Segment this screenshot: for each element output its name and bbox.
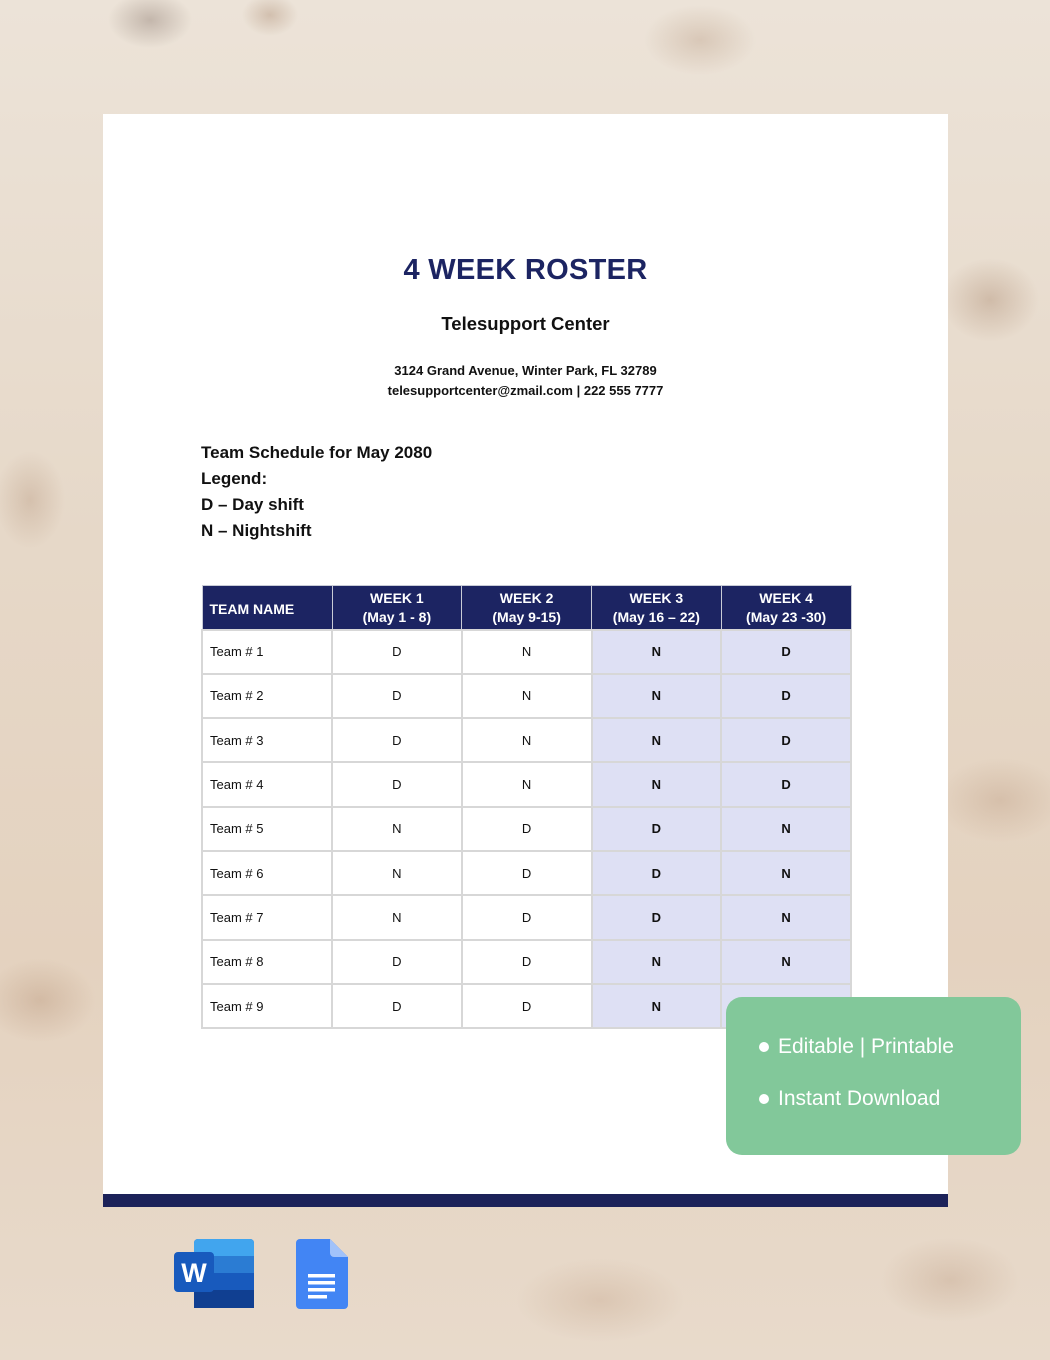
document-title: 4 WEEK ROSTER	[403, 254, 648, 286]
shift-cell: D	[332, 630, 462, 674]
legend-item-day: D – Day shift	[201, 495, 304, 514]
table-row	[202, 851, 851, 895]
feature-item	[759, 1035, 954, 1059]
header-dates: (May 23 -30)	[746, 608, 827, 625]
shift-cell: N	[462, 630, 592, 674]
shift-cell: D	[721, 718, 851, 762]
team-name-cell: Team # 8	[202, 940, 332, 984]
shift-cell: N	[721, 940, 851, 984]
header-week-2	[462, 586, 592, 630]
feature-item	[759, 1087, 940, 1111]
table-row	[202, 762, 851, 806]
shift-cell: D	[592, 851, 722, 895]
schedule-heading: Team Schedule for May 2080	[201, 443, 433, 462]
footer-band	[103, 1194, 948, 1207]
shift-cell: D	[332, 674, 462, 718]
feature-label: Editable | Printable	[778, 1035, 954, 1058]
shift-cell: D	[721, 630, 851, 674]
shift-cell: N	[592, 984, 722, 1028]
svg-text:W: W	[181, 1258, 207, 1288]
team-name-cell: Team # 5	[202, 807, 332, 851]
shift-cell: N	[462, 674, 592, 718]
shift-cell: D	[462, 807, 592, 851]
shift-cell: D	[332, 762, 462, 806]
shift-cell: D	[332, 940, 462, 984]
header-label: WEEK 3	[629, 589, 684, 606]
shift-cell: N	[721, 895, 851, 939]
bullet-icon	[759, 1094, 769, 1104]
contact-block	[103, 361, 948, 401]
header-week-3	[592, 586, 722, 630]
shift-cell: N	[462, 718, 592, 762]
legend-label: Legend:	[201, 469, 268, 488]
header-week-1	[332, 586, 462, 630]
shift-cell: D	[462, 851, 592, 895]
team-name-cell: Team # 3	[202, 718, 332, 762]
google-docs-icon[interactable]	[296, 1239, 348, 1309]
shift-cell: D	[721, 674, 851, 718]
shift-cell: N	[462, 762, 592, 806]
team-name-cell: Team # 6	[202, 851, 332, 895]
shift-cell: N	[721, 807, 851, 851]
shift-cell: N	[332, 895, 462, 939]
team-name-cell: Team # 4	[202, 762, 332, 806]
shift-cell: D	[332, 718, 462, 762]
table-header-row	[202, 586, 851, 630]
team-name-cell: Team # 1	[202, 630, 332, 674]
shift-cell: N	[592, 762, 722, 806]
table-row	[202, 718, 851, 762]
table-row	[202, 895, 851, 939]
shift-cell: D	[592, 895, 722, 939]
address: 3124 Grand Avenue, Winter Park, FL 32789	[394, 363, 657, 378]
shift-cell: N	[332, 807, 462, 851]
organization-name: Telesupport Center	[441, 313, 610, 334]
header-dates: (May 9-15)	[492, 608, 561, 625]
shift-cell: N	[592, 674, 722, 718]
shift-cell: N	[592, 940, 722, 984]
table-row	[202, 940, 851, 984]
bullet-icon	[759, 1042, 769, 1052]
schedule-intro	[201, 440, 432, 544]
header-label: WEEK 4	[759, 589, 813, 606]
header-dates: (May 16 – 22)	[612, 608, 700, 625]
legend-item-night: N – Nightshift	[201, 521, 312, 540]
header-label: WEEK 1	[370, 589, 424, 606]
team-name-cell: Team # 9	[202, 984, 332, 1028]
shift-cell: N	[592, 630, 722, 674]
table-row	[202, 807, 851, 851]
table-row	[202, 674, 851, 718]
header-team-name	[202, 586, 332, 630]
roster-table	[201, 585, 852, 1029]
table-row	[202, 630, 851, 674]
word-icon[interactable]	[174, 1239, 254, 1308]
header-week-4	[721, 586, 851, 630]
feature-label: Instant Download	[778, 1087, 941, 1110]
shift-cell: D	[332, 984, 462, 1028]
contact-info: telesupportcenter@zmail.com | 222 555 7777	[387, 383, 664, 398]
header-label: WEEK 2	[499, 589, 554, 606]
team-name-cell: Team # 2	[202, 674, 332, 718]
header-dates: (May 1 - 8)	[362, 608, 432, 625]
features-badge	[726, 997, 1021, 1155]
shift-cell: D	[721, 762, 851, 806]
shift-cell: D	[462, 984, 592, 1028]
shift-cell: D	[462, 940, 592, 984]
shift-cell: N	[332, 851, 462, 895]
shift-cell: D	[462, 895, 592, 939]
shift-cell: D	[592, 807, 722, 851]
team-name-cell: Team # 7	[202, 895, 332, 939]
shift-cell: N	[592, 718, 722, 762]
shift-cell: N	[721, 851, 851, 895]
header-label: TEAM NAME	[209, 600, 295, 617]
